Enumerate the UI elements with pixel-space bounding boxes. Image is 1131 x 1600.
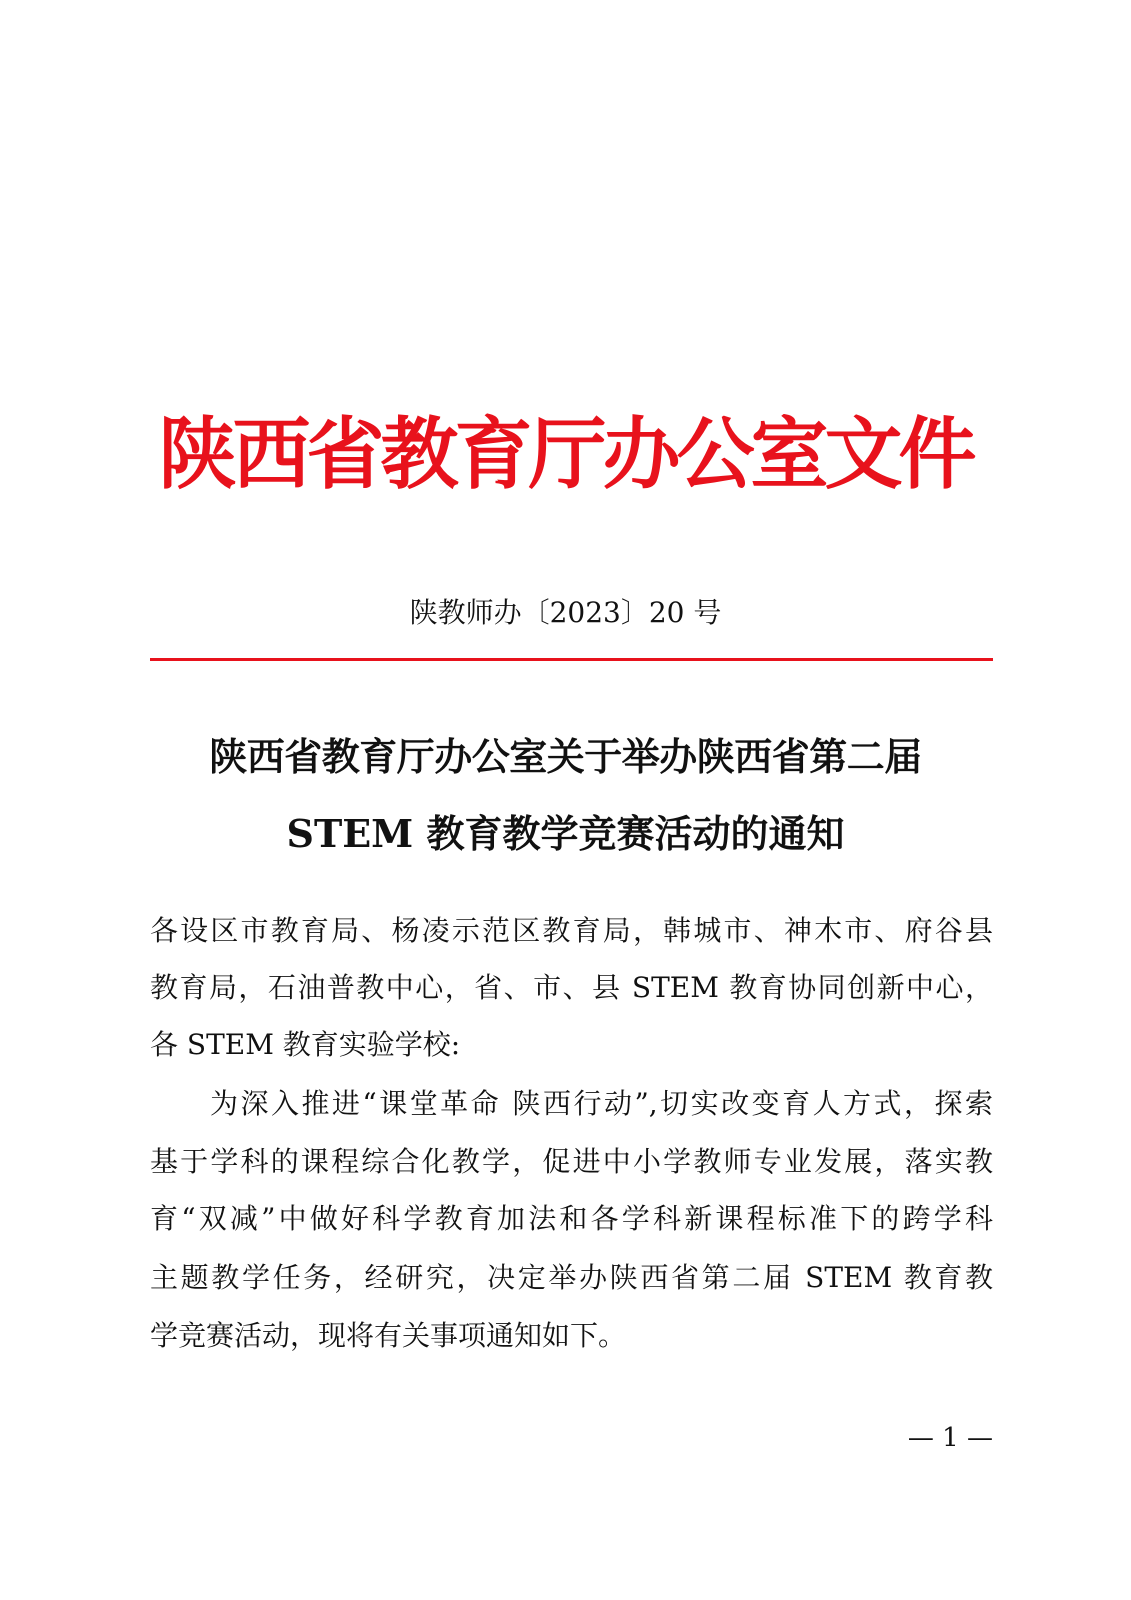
page-number: — 1 — <box>907 1423 993 1453</box>
document-number: 陕教师办〔2023〕20 号 <box>409 596 722 629</box>
salutation-line: 教育局，石油普教中心，省、市、县 STEM 教育协同创新中心， <box>150 971 993 1004</box>
document-title-line-2: STEM 教育教学竞赛活动的通知 <box>286 811 845 856</box>
red-divider-line <box>150 658 993 661</box>
salutation-line: 各 STEM 教育实验学校: <box>150 1028 461 1061</box>
paragraph-line: 育“双减”中做好科学教育加法和各学科新课程标准下的跨学科 <box>150 1202 993 1235</box>
paragraph-line: 基于学科的课程综合化教学，促进中小学教师专业发展，落实教 <box>150 1145 993 1178</box>
paragraph-line: 为深入推进“课堂革命 陕西行动”,切实改变育人方式，探索 <box>210 1087 993 1120</box>
paragraph-line: 学竞赛活动，现将有关事项通知如下。 <box>150 1319 627 1352</box>
salutation-line: 各设区市教育局、杨凌示范区教育局，韩城市、神木市、府谷县 <box>150 914 993 947</box>
document-masthead: 陕西省教育厅办公室文件 <box>158 409 973 500</box>
document-title-line-1: 陕西省教育厅办公室关于举办陕西省第二届 <box>209 734 922 779</box>
paragraph-line: 主题教学任务，经研究，决定举办陕西省第二届 STEM 教育教 <box>150 1261 993 1294</box>
